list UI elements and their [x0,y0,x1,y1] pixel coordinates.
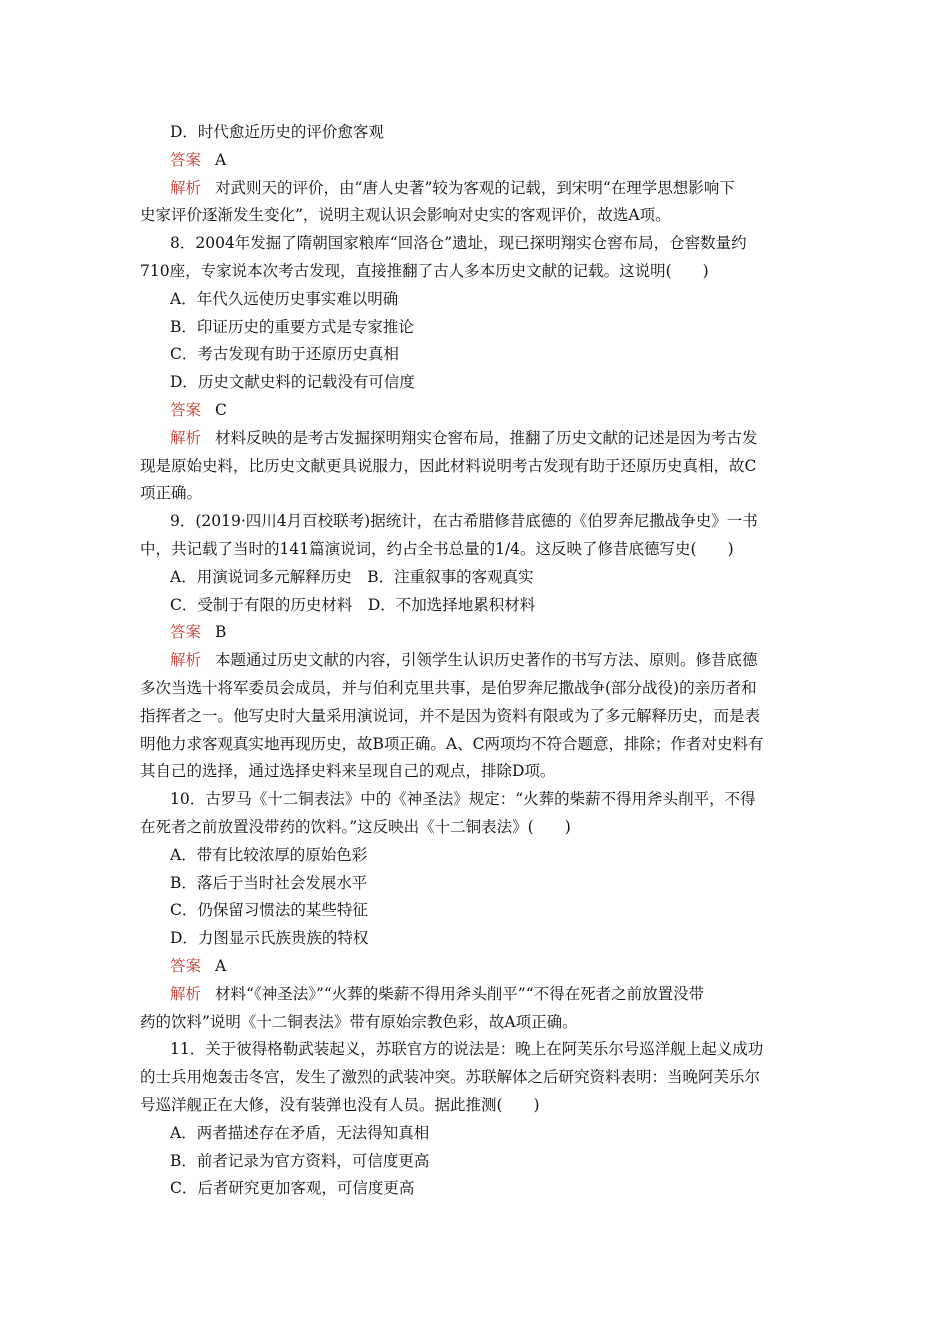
text-line [170,789,820,809]
answer-line [170,622,820,642]
analysis-label: 解析 [170,179,202,197]
text-line [170,845,820,865]
line-text: 材料“《神圣法》”“火葬的柴薪不得用斧头削平”“不得在死者之前放置没带 [215,985,705,1003]
line-text: A．用演说词多元解释历史 B．注重叙事的客观真实 [170,568,534,586]
text-line [170,289,820,309]
line-text: B．前者记录为官方资料，可信度更高 [170,1152,430,1170]
line-text: C [215,401,227,419]
text-line [170,1178,820,1198]
text-line [170,595,820,615]
line-text: A．带有比较浓厚的原始色彩 [170,846,368,864]
text-line [140,678,820,698]
line-text: 11．关于彼得格勒武装起义，苏联官方的说法是：晚上在阿芙乐尔号巡洋舰上起义成功 [170,1040,764,1058]
line-text: C．受制于有限的历史材料 D．不加选择地累积材料 [170,596,536,614]
analysis-label: 解析 [170,651,202,669]
line-text: D．时代愈近历史的评价愈客观 [170,123,384,141]
text-line [170,317,820,337]
line-text: 项正确。 [140,484,203,502]
text-line [140,539,820,559]
line-text: 明他力求客观真实地再现历史，故B项正确。A、C两项均不符合题意，排除；作者对史料有 [140,735,764,753]
answer-line [170,400,820,420]
text-line [170,1039,820,1059]
line-text: A．年代久远使历史事实难以明确 [170,290,399,308]
line-text: 在死者之前放置没带药的饮料。”这反映出《十二铜表法》( ) [140,818,571,836]
answer-line [170,150,820,170]
analysis-line [170,178,820,198]
line-text: 其自己的选择，通过选择史料来呈现自己的观点，排除D项。 [140,762,556,780]
text-line [140,761,820,781]
line-text: 药的饮料”说明《十二铜表法》带有原始宗教色彩，故A项正确。 [140,1013,578,1031]
text-line [170,344,820,364]
line-text: B．印证历史的重要方式是专家推论 [170,318,414,336]
text-line [140,1067,820,1087]
line-text: 指挥者之一。他写史时大量采用演说词，并不是因为资料有限或为了多元解释历史，而是表 [140,707,761,725]
line-text: 多次当选十将军委员会成员，并与伯利克里共事，是伯罗奔尼撒战争(部分战役)的亲历者和 [140,679,757,697]
line-text: 对武则天的评价，由“唐人史著”较为客观的记载，到宋明“在理学思想影响下 [215,179,735,197]
answer-label: 答案 [170,151,202,169]
line-text: 材料反映的是考古发掘探明翔实仓窖布局，推翻了历史文献的记述是因为考古发 [215,429,758,447]
line-text: C．后者研究更加客观，可信度更高 [170,1179,415,1197]
line-text: 10．古罗马《十二铜表法》中的《神圣法》规定：“火葬的柴薪不得用斧头削平，不得 [170,790,756,808]
text-line [140,706,820,726]
text-line [170,873,820,893]
text-line [140,205,820,225]
analysis-line [170,428,820,448]
text-line [170,511,820,531]
line-text: 8．2004年发掘了隋朝国家粮库“回洛仓”遗址，现已探明翔实仓窖布局，仓窖数量约 [170,234,747,252]
line-text: 号巡洋舰正在大修，没有装弹也没有人员。据此推测( ) [140,1096,540,1114]
text-line [140,1095,820,1115]
answer-label: 答案 [170,401,202,419]
analysis-line [170,650,820,670]
line-text: 本题通过历史文献的内容，引领学生认识历史著作的书写方法、原则。修昔底德 [215,651,758,669]
line-text: B．落后于当时社会发展水平 [170,874,368,892]
text-line [140,261,820,281]
line-text: C．考古发现有助于还原历史真相 [170,345,399,363]
analysis-line [170,984,820,1004]
analysis-label: 解析 [170,985,202,1003]
line-text: 710座，专家说本次考古发现，直接推翻了古人多本历史文献的记载。这说明( ) [140,262,709,280]
line-text: A [215,957,227,975]
analysis-label: 解析 [170,429,202,447]
line-text: D．力图显示氏族贵族的特权 [170,929,369,947]
text-line [170,1151,820,1171]
line-text: 中，共记载了当时的141篇演说词，约占全书总量的1/4。这反映了修昔底德写史( ) [140,540,734,558]
line-text: A [215,151,227,169]
text-line [170,900,820,920]
text-line [140,817,820,837]
text-line [140,483,820,503]
text-line [170,1123,820,1143]
answer-label: 答案 [170,623,202,641]
line-text: 的士兵用炮轰击冬宫，发生了激烈的武装冲突。苏联解体之后研究资料表明：当晚阿芙乐尔 [140,1068,761,1086]
line-text: C．仍保留习惯法的某些特征 [170,901,368,919]
line-text: 现是原始史料，比历史文献更具说服力，因此材料说明考古发现有助于还原历史真相，故C [140,457,757,475]
answer-line [170,956,820,976]
line-text: 史家评价逐渐发生变化”，说明主观认识会影响对史实的客观评价，故选A项。 [140,206,671,224]
text-line [170,567,820,587]
text-line [140,456,820,476]
line-text: D．历史文献史料的记载没有可信度 [170,373,415,391]
text-line [140,734,820,754]
line-text: B [215,623,227,641]
text-line [140,1012,820,1032]
text-line [170,928,820,948]
text-line [170,372,820,392]
text-line [170,233,820,253]
line-text: 9．(2019·四川4月百校联考)据统计，在古希腊修昔底德的《伯罗奔尼撒战争史》一书 [170,512,758,530]
line-text: A．两者描述存在矛盾，无法得知真相 [170,1124,430,1142]
answer-label: 答案 [170,957,202,975]
text-line [170,122,820,142]
